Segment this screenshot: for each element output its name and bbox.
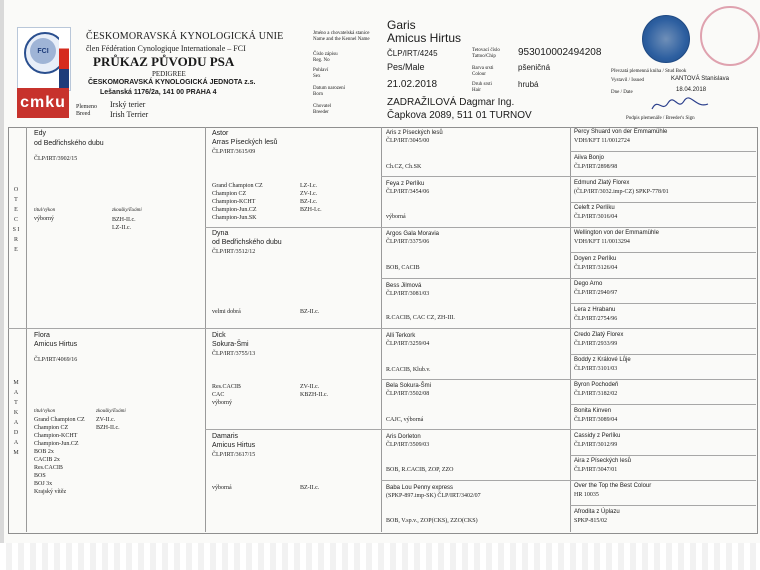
gen3-reg: ČLP/IRT/3375/06	[386, 239, 430, 245]
hologram-seal	[642, 15, 690, 63]
breed-en: Irish Terrier	[110, 110, 149, 119]
gen4-name: Aira z Píseckých lesů	[574, 458, 632, 464]
dam-side-label: M A T K A D A M	[13, 380, 19, 456]
scan-edge	[0, 0, 4, 570]
gen2-reg: ČLP/IRT/3615/09	[212, 149, 256, 155]
dam-reg: ČLP/IRT/4069/16	[34, 357, 78, 363]
gen3-reg: ČLP/IRT/3259/04	[386, 341, 430, 347]
dam-col-a-head: titul/výkon	[34, 409, 56, 414]
sire-col-b-head: zkoušky/Exámi	[112, 208, 142, 213]
issuer: ČESKOMORAVSKÁ KYNOLOGICKÁ JEDNOTA z.s.	[88, 79, 256, 86]
grid-divider	[570, 202, 756, 203]
gen3-name: Bela Sokura-Šmi	[386, 383, 432, 389]
gen3-name: Aris Dorleton	[386, 434, 421, 440]
gen3-reg: ČLP/IRT/3454/06	[386, 189, 430, 195]
gen3-reg: ČLP/IRT/3509/03	[386, 442, 430, 448]
sire-kennel: od Bedřichského dubu	[34, 140, 104, 147]
gen4-name: Credo Zlatý Florex	[574, 332, 624, 338]
doc-subtitle: PEDIGREE	[152, 70, 186, 78]
breed-label-en: Breed	[76, 111, 91, 117]
grid-divider	[570, 252, 756, 253]
grid-divider	[570, 354, 756, 355]
signature	[650, 95, 710, 115]
gen3-titles: R.CACIB, CAC CZ, ZH-III.	[386, 315, 455, 321]
date-value: 18.04.2018	[676, 87, 707, 93]
sire-col-a: výborný	[34, 216, 54, 222]
gen3-reg: ČLP/IRT/3045/00	[386, 138, 430, 144]
stud-book-label: Převzatá plemenná kniha / Stud Book	[611, 69, 687, 74]
gen3-name: Bess Jilmová	[386, 283, 422, 289]
dog-name: Garis	[387, 18, 416, 32]
grid-divider	[570, 404, 756, 405]
gen4-reg: (ČLP/IRT/3032.imp-CZ) SPKP-778/01	[574, 189, 669, 195]
dog-breeder-name: ZADRAŽILOVÁ Dagmar Ing.	[387, 97, 515, 108]
gen2-col-b: BZ-II.c.	[300, 309, 320, 315]
gen2-col-a: výborná	[212, 485, 232, 491]
gen4-reg: ČLP/IRT/3016/04	[574, 214, 618, 220]
grid-divider	[381, 127, 382, 532]
dam-col-b: ZV-II.c. BZH-II.c.	[96, 417, 120, 431]
gen4-name: Lera z Hrabanu	[574, 307, 616, 313]
dam-col-b-head: zkoušky/Exámi	[96, 409, 126, 414]
gen4-reg: VDH/KFT 11/0013294	[574, 239, 630, 245]
grid-divider	[381, 176, 756, 177]
gen3-titles: Ch.CZ, Ch.SK	[386, 164, 422, 170]
gen4-name: Afrodita z Úplazu	[574, 509, 620, 515]
sire-side-label: O T E C S I R E	[12, 187, 20, 253]
cmku-logo: cmku	[17, 88, 69, 118]
label-breeder: Chovatel Breeder	[313, 104, 332, 115]
gen3-reg: (SPKP-897.imp-SK) ČLP/IRT/3402/07	[386, 493, 481, 499]
org-name: ČESKOMORAVSKÁ KYNOLOGICKÁ UNIE	[86, 31, 284, 42]
gen2-col-b: BZ-II.c.	[300, 485, 320, 491]
gen3-titles: BOB, R.CACIB, ZOP, ZZO	[386, 467, 454, 473]
gen4-reg: VDH/KFT 11/0012724	[574, 138, 630, 144]
czech-flag-icon	[59, 28, 69, 90]
gen4-reg: HR 10035	[574, 492, 599, 498]
gen4-reg: ČLP/IRT/3101/03	[574, 366, 618, 372]
dog-kennel: Amicus Hirtus	[387, 31, 462, 45]
dog-hair: hrubá	[518, 80, 539, 89]
gen2-name: Damaris	[212, 433, 239, 440]
gen2-kennel: Arras Píseckých lesů	[212, 139, 278, 146]
dam-kennel: Amicus Hirtus	[34, 341, 78, 348]
issued-label: Vystavil / Issued	[611, 78, 645, 83]
breed-label-cz: Plemeno	[76, 104, 97, 110]
sire-name: Edy	[34, 130, 47, 137]
gen4-reg: ČLP/IRT/2898/98	[574, 164, 618, 170]
label-tattoo: Tetovací číslo Tattoo/Chip	[472, 48, 500, 59]
gen4-name: Bonita Kinven	[574, 408, 612, 414]
dam-col-a: Grand Champion CZ Champion CZ Champion-KCHT Champion-Jun.CZ BOB 2x CACIB 2x Res.CACIB BOS BOJ 3x Krajský vítěz	[34, 417, 85, 495]
grid-divider	[381, 480, 756, 481]
dog-breeder-address: Čapkova 2089, 511 01 TURNOV	[387, 110, 532, 121]
gen2-name: Dick	[212, 332, 226, 339]
dog-sex: Pes/Male	[387, 62, 425, 72]
gen4-name: Aiiva Bonjo	[574, 155, 605, 161]
breeder-sign-label: Podpis plemenáře / Breeder's Sign	[626, 116, 695, 121]
grid-divider	[205, 127, 206, 532]
gen2-name: Dyna	[212, 230, 229, 237]
gen4-reg: ČLP/IRT/2933/99	[574, 341, 618, 347]
dog-dob: 21.02.2018	[387, 79, 438, 90]
gen2-name: Astor	[212, 130, 229, 137]
fci-logo	[17, 27, 71, 91]
grid-divider	[570, 127, 571, 532]
grid-divider	[381, 379, 756, 380]
gen3-reg: ČLP/IRT/3502/08	[386, 391, 430, 397]
grid-divider	[570, 505, 756, 506]
sire-col-b: BZH-II.c. LZ-II.c.	[112, 217, 136, 231]
gen4-reg: ČLP/IRT/3126/04	[574, 265, 618, 271]
label-hair: Druh srsti Hair	[472, 82, 492, 93]
gen3-reg: ČLP/IRT/3081/03	[386, 291, 430, 297]
gen4-reg: ČLP/IRT/3047/01	[574, 467, 618, 473]
gen2-reg: ČLP/IRT/3755/13	[212, 351, 256, 357]
dog-color: pšeničná	[518, 63, 551, 72]
gen3-titles: BOB, CACIB	[386, 265, 420, 271]
gen2-col-b: ZV-II.c. KBZH-II.c.	[300, 384, 328, 398]
label-sex: Pohlaví Sex	[313, 68, 329, 79]
label-color: Barva srsti Colour	[472, 66, 494, 77]
issuer-address: Lešanská 1176/2a, 141 00 PRAHA 4	[100, 89, 217, 96]
gen4-name: Over the Top the Best Colour	[574, 483, 652, 489]
dog-tattoo: 953010002494208	[518, 47, 602, 58]
grid-divider	[381, 278, 756, 279]
label-dob: Datum narození Born	[313, 86, 346, 97]
gen4-reg: SPKP-815/02	[574, 518, 608, 524]
dam-name: Flora	[34, 332, 50, 339]
gen4-reg: ČLP/IRT/3182/02	[574, 391, 618, 397]
gen3-name: Feya z Perlíku	[386, 181, 425, 187]
gen4-name: Boddy z Králové Lůje	[574, 357, 631, 363]
gen4-name: Doyen z Perlíku	[574, 256, 617, 262]
gen2-col-a: velmi dobrá	[212, 309, 241, 315]
round-stamp	[700, 6, 760, 66]
gen2-kennel: od Bedřichského dubu	[212, 239, 282, 246]
gen2-kennel: Amicus Hirtus	[212, 442, 256, 449]
gen3-titles: BOB, V.sp.v., ZOP(CKS), ZZO(CKS)	[386, 518, 478, 524]
gen2-reg: ČLP/IRT/3617/15	[212, 452, 256, 458]
gen2-reg: ČLP/IRT/3512/12	[212, 249, 256, 255]
gen2-col-a: Grand Champion CZ Champion CZ Champion-KCHT Champion-Jun.CZ Champion-Jun.SK	[212, 183, 263, 221]
grid-divider	[205, 227, 756, 228]
gen3-titles: výborná	[386, 214, 406, 220]
gen4-name: Cassidy z Perlíku	[574, 433, 621, 439]
doc-title: PRŮKAZ PŮVODU PSA	[93, 54, 235, 69]
breed-cz: Irský terier	[110, 100, 146, 109]
grid-divider	[8, 328, 756, 329]
gen4-reg: ČLP/IRT/2754/96	[574, 316, 618, 322]
label-reg: Číslo zápisu Reg. No	[313, 52, 338, 63]
gen2-kennel: Sokura-Šmi	[212, 341, 249, 348]
gen4-reg: ČLP/IRT/3012/99	[574, 442, 618, 448]
org-member: člen Fédération Cynologique Internationale – FCI	[86, 44, 246, 53]
gen4-name: Wellington von der Emmamühle	[574, 230, 659, 236]
grid-divider	[570, 151, 756, 152]
grid-divider	[205, 429, 756, 430]
gen4-reg: ČLP/IRT/2940/97	[574, 290, 618, 296]
gen2-col-a: Res.CACIB CAC výborný	[212, 384, 241, 406]
gen2-col-b: LZ-I.c. ZV-I.c. BZ-I.c. BZH-I.c.	[300, 183, 322, 213]
gen4-name: Byron Pochodeň	[574, 382, 619, 388]
gen4-name: Edmund Zlatý Florex	[574, 180, 630, 186]
gen4-reg: ČLP/IRT/3089/04	[574, 417, 618, 423]
gen3-name: Alli Terkork	[386, 333, 416, 339]
gen4-name: Dego Arno	[574, 281, 603, 287]
sire-col-a-head: titul/výkon	[34, 208, 56, 213]
grid-divider	[570, 455, 756, 456]
sire-reg: ČLP/IRT/3902/15	[34, 156, 78, 162]
gen4-name: Percy Shuard von der Emmamühle	[574, 129, 668, 135]
gen3-titles: CAJC, výborná	[386, 417, 424, 423]
issued-value: KANTOVÁ Stanislava	[671, 76, 729, 82]
grid-divider	[26, 127, 27, 532]
gen4-name: Celeft z Perlíku	[574, 205, 615, 211]
grid-divider	[570, 303, 756, 304]
gen3-name: Aris z Píseckých lesů	[386, 130, 443, 136]
dog-reg-no: ČLP/IRT/4245	[387, 49, 438, 58]
label-name: Jméno a chovatelská stanice Name and the Kennel Name	[313, 31, 370, 42]
gen3-name: Argos Gala Moravia	[386, 231, 440, 237]
date-label: Dne / Date	[611, 90, 633, 95]
fci-logo-text: FCI	[37, 48, 49, 55]
scan-bottom-edge	[0, 543, 760, 570]
gen3-name: Baba Lou Penny express	[386, 485, 454, 491]
gen3-titles: R.CACIB, Klub.v.	[386, 367, 431, 373]
